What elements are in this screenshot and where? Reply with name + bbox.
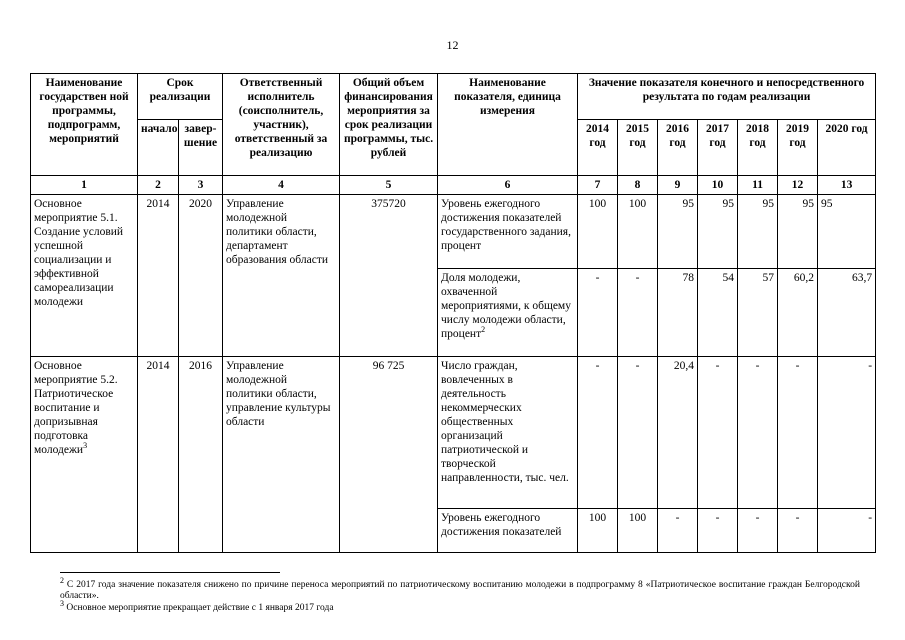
indicator-value: - [578,357,618,509]
program-table [30,73,876,553]
indicator-value: - [818,509,876,553]
header-responsible: Ответственный исполнитель (соисполнитель, участник), ответственный за реализацию [223,74,340,176]
header-year-2015: 2015 год [618,120,658,176]
indicator-value: 60,2 [778,269,818,357]
column-number: 10 [698,176,738,195]
indicator-value: - [618,357,658,509]
header-end: завер-шение [179,120,223,176]
indicator-value: 95 [778,195,818,269]
start-year: 2014 [138,357,179,553]
footnote [60,575,860,602]
column-number: 9 [658,176,698,195]
indicator-name: Число граждан, вовлеченных в деятельность некоммерческих общественных организаций патриотической и творческой направленности, тыс. чел. [438,357,578,509]
column-number: 2 [138,176,179,195]
header-values: Значение показателя конечного и непосредственного результата по годам реализации [578,74,876,120]
footnote-ref: 3 [83,441,88,451]
footnote-text: С 2017 года значение показателя снижено по причине переноса мероприятий по патриотическому воспитанию молодежи в подпрограмму 8 «Патриотическое воспитание граждан Белгородской области». [60,580,860,601]
indicator-value: 95 [698,195,738,269]
footnote-ref: 2 [481,325,486,335]
header-indicator: Наименование показателя, единица измерения [438,74,578,176]
start-year: 2014 [138,195,179,357]
responsible-executor: Управление молодежной политики области, управление культуры области [223,357,340,553]
column-number: 8 [618,176,658,195]
column-number: 1 [31,176,138,195]
indicator-value: 20,4 [658,357,698,509]
header-year-2014: 2014 год [578,120,618,176]
footnote-mark: 3 [60,598,64,608]
table-row [31,195,876,269]
indicator-value: - [578,269,618,357]
indicator-value: 100 [618,195,658,269]
indicator-name: Уровень ежегодного достижения показателей [438,509,578,553]
column-number: 5 [340,176,438,195]
indicator-value: 57 [738,269,778,357]
indicator-value: 95 [658,195,698,269]
column-number: 13 [818,176,876,195]
footnote-divider [60,572,280,573]
column-number: 6 [438,176,578,195]
header-year-2020: 2020 год [818,120,876,176]
header-year-2018: 2018 год [738,120,778,176]
indicator-value: - [658,509,698,553]
indicator-value: - [698,357,738,509]
indicator-value: 54 [698,269,738,357]
indicator-value: - [698,509,738,553]
responsible-executor: Управление молодежной политики области, департамент образования области [223,195,340,357]
header-start: начало [138,120,179,176]
footnote-mark: 2 [60,575,64,585]
indicator-value: 63,7 [818,269,876,357]
measure-name [31,357,138,553]
indicator-value: - [778,357,818,509]
end-year: 2020 [179,195,223,357]
indicator-name: Уровень ежегодного достижения показателей государственного задания, процент [438,195,578,269]
indicator-value: 95 [738,195,778,269]
funding-amount: 96 725 [340,357,438,553]
column-number: 3 [179,176,223,195]
header-funding: Общий объем финансирования мероприятия за срок реализации программы, тыс. рублей [340,74,438,176]
funding-amount: 375720 [340,195,438,357]
indicator-value: - [818,357,876,509]
table-row [31,357,876,509]
footnotes [60,575,860,615]
indicator-value: - [738,509,778,553]
indicator-value: 95 [818,195,876,269]
indicator-value: - [738,357,778,509]
header-program-name: Наименование государствен ной программы, подпрограмм, мероприятий [31,74,138,176]
indicator-value: 78 [658,269,698,357]
indicator-value: - [618,269,658,357]
indicator-value: 100 [578,509,618,553]
header-year-2017: 2017 год [698,120,738,176]
column-number: 11 [738,176,778,195]
measure-text: Основное мероприятие 5.2. Патриотическое воспитание и допризывная подготовка молодежи [34,360,118,456]
column-number: 7 [578,176,618,195]
header-term: Срок реализации [138,74,223,120]
indicator-text: Доля молодежи, охваченной мероприятиями, к общему числу молодежи области, процент [441,272,571,340]
column-number-row [31,176,876,195]
column-number: 4 [223,176,340,195]
measure-name: Основное мероприятие 5.1. Создание условий успешной социализации и эффективной самореализации молодежи [31,195,138,357]
indicator-value: - [778,509,818,553]
footnote-text: Основное мероприятие прекращает действие с 1 января 2017 года [64,603,334,613]
page-number: 12 [446,38,459,52]
indicator-value: 100 [618,509,658,553]
end-year: 2016 [179,357,223,553]
indicator-name [438,269,578,357]
header-year-2019: 2019 год [778,120,818,176]
column-number: 12 [778,176,818,195]
indicator-value: 100 [578,195,618,269]
footnote [60,598,860,614]
header-year-2016: 2016 год [658,120,698,176]
